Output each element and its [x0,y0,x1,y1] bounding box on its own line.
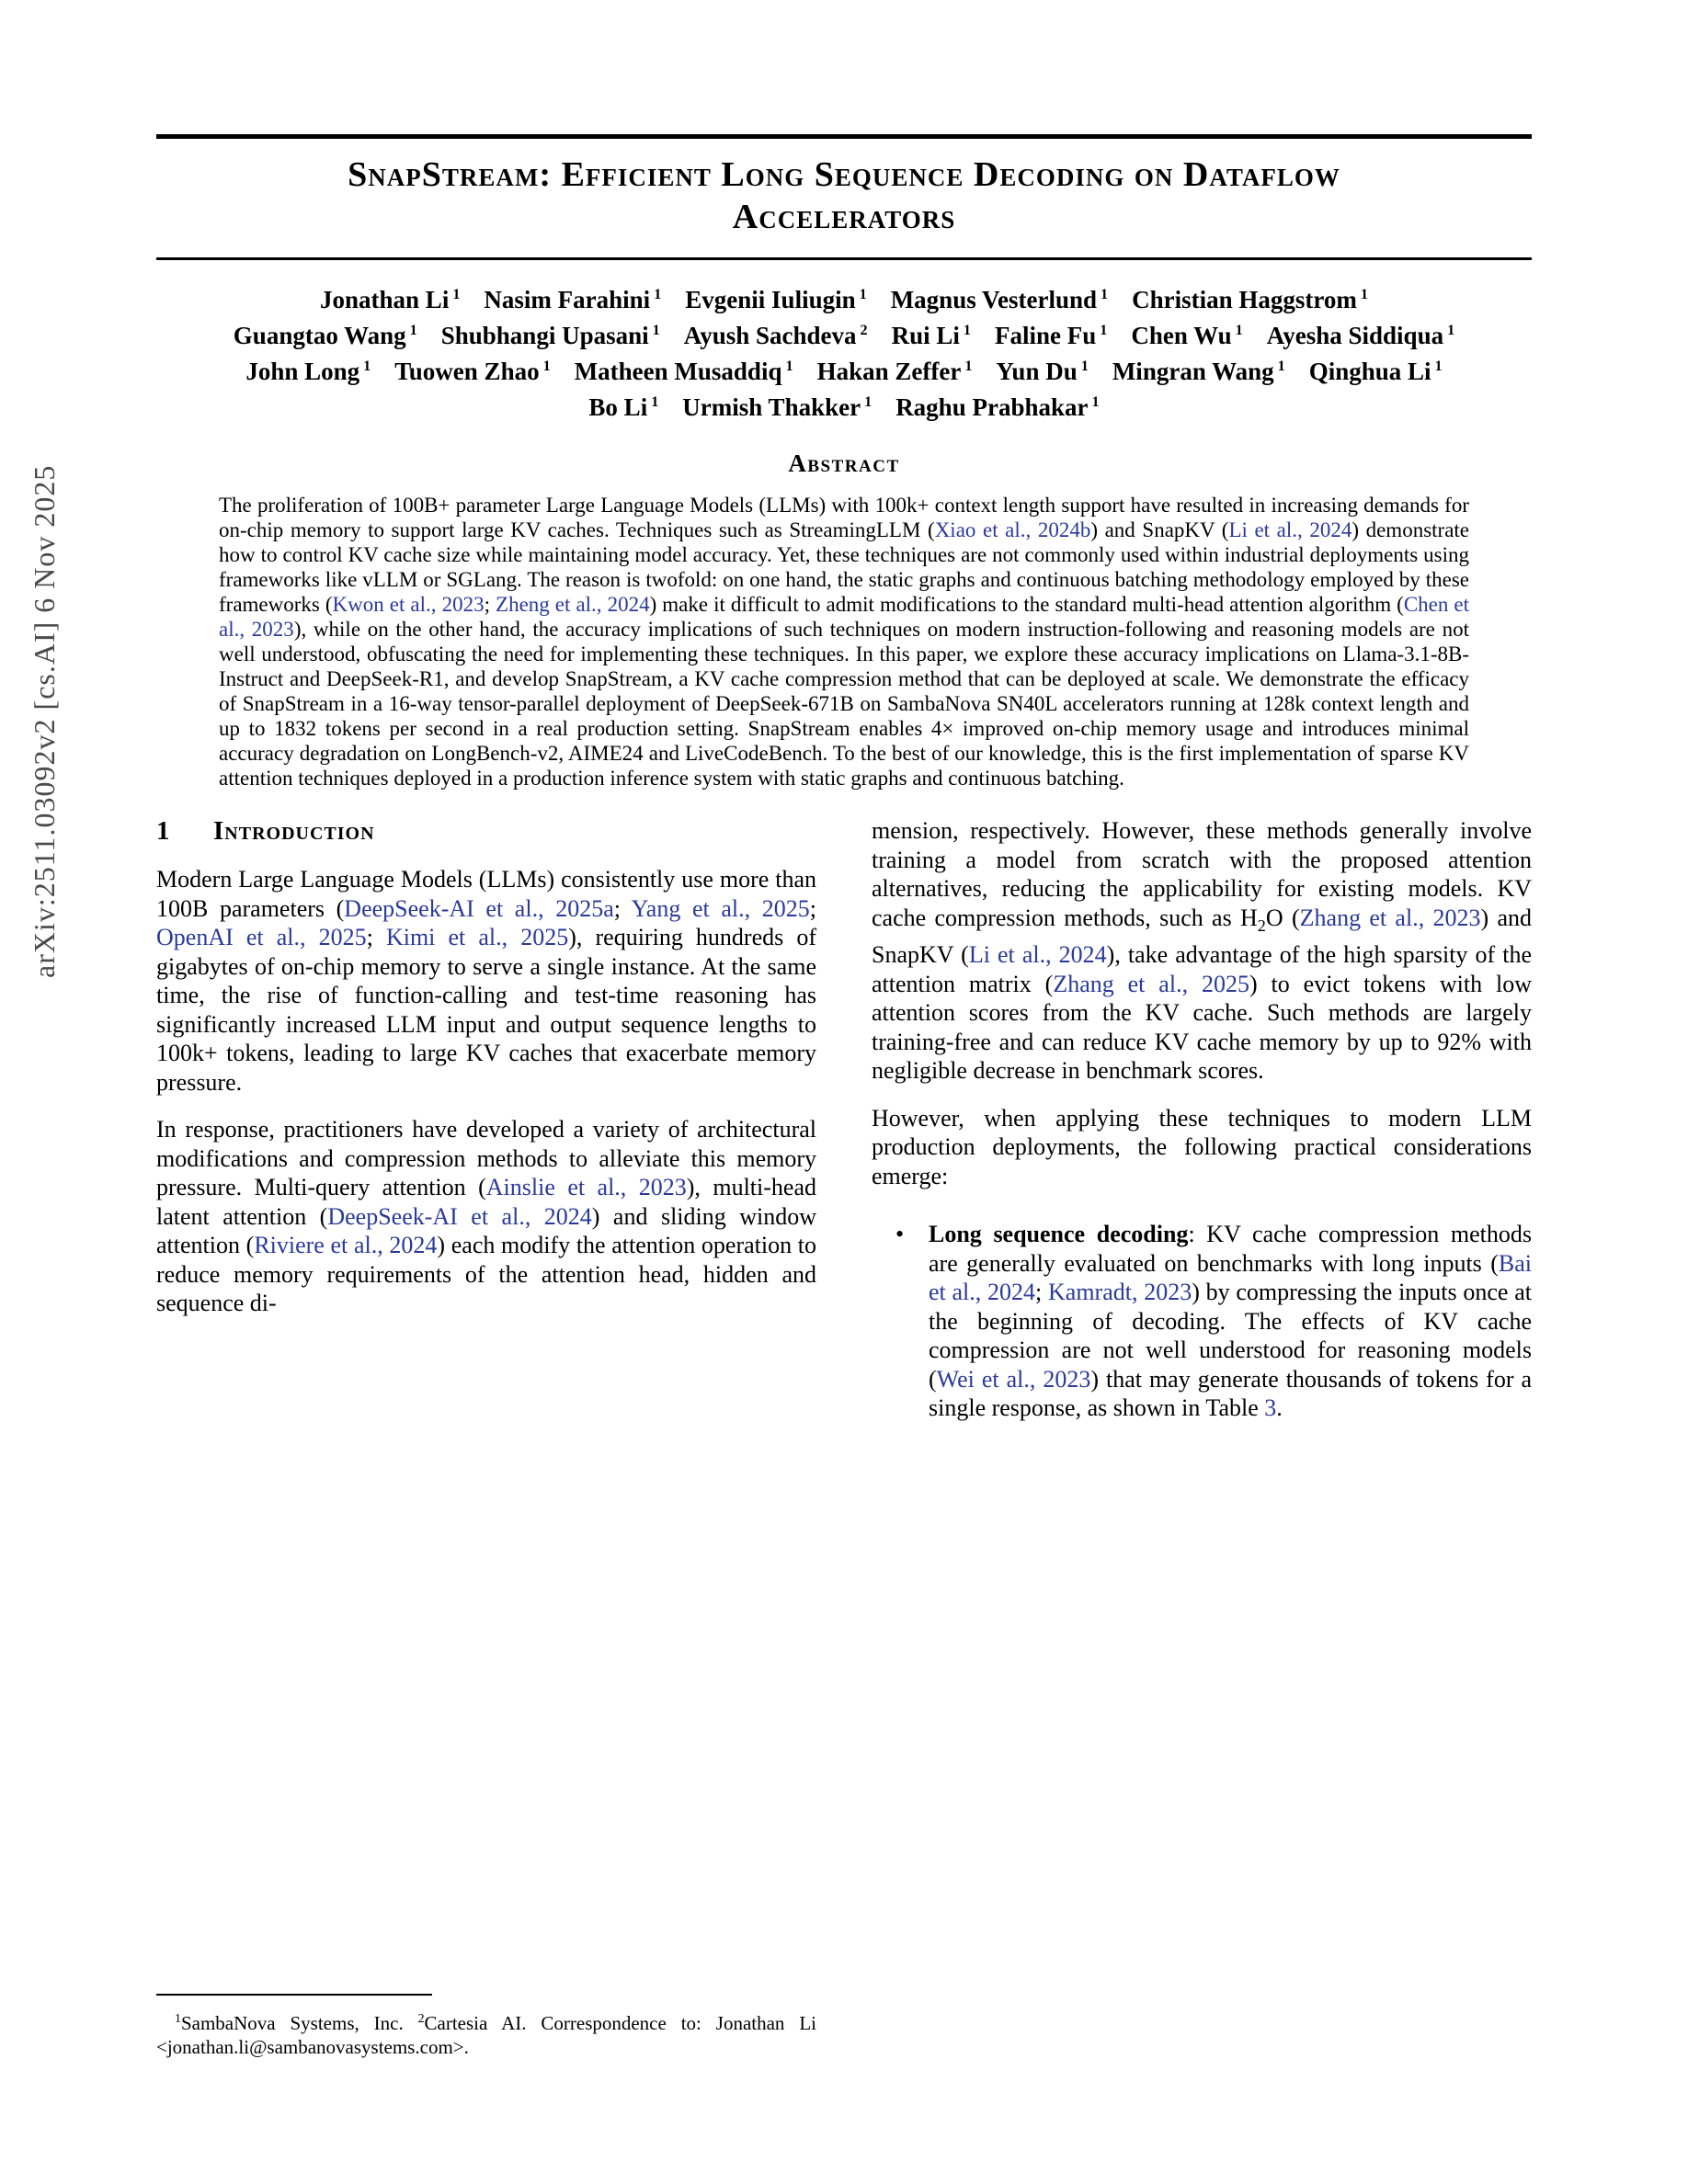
author-affiliation-sup: 1 [652,321,660,338]
author [588,393,658,421]
text-segment: O ( [1265,904,1300,931]
author [892,322,971,349]
author-line [156,358,1532,386]
author-affiliation-sup: 1 [864,392,873,410]
abstract-heading: Abstract [788,449,900,477]
footnote-rule [156,1994,432,1996]
citation-link[interactable]: Chen et al., 2023 [219,592,1469,641]
text-segment: . [1276,1394,1283,1422]
text-segment: ) make it difficult to admit modifications to the standard multi-head attention algorithm ( [649,592,1404,616]
author-affiliation-sup: 1 [963,321,971,338]
author-name: Hakan Zeffer [816,357,962,385]
author [1112,358,1285,385]
text-segment: ; [809,894,816,922]
author-name: Raghu Prabhakar [895,392,1089,421]
bullet-text [929,1220,1532,1423]
author-line [156,393,1532,422]
header-block [156,134,1532,791]
author-affiliation-sup: 1 [1101,285,1109,302]
author-affiliation-sup: 1 [409,321,417,338]
author-affiliation-sup: 1 [964,357,973,374]
citation-link[interactable]: Kimi et al., 2025 [385,924,569,950]
author [1267,322,1454,349]
author-name: Tuowen Zhao [394,357,540,385]
author-name: Mingran Wang [1112,357,1274,385]
bold-text: Long sequence decoding [929,1221,1189,1248]
author-affiliation-sup: 1 [785,357,793,374]
text-segment: The proliferation of 100B+ parameter Large Language Models (LLMs) with 100k+ context length support have resulted in increasing demands for on-chip memory to support large KV caches. Techniques such as StreamingLLM ( [219,493,1469,541]
text-segment: ) to evict tokens with low attention scores from the KV cache. Such methods are largely training-free and can reduce KV cache memory by up to 92% with negligible decrease in benchmark scores. [872,970,1532,1085]
author-name: Evgenii Iuliugin [685,285,856,313]
text-segment: However, when applying these techniques to modern LLM production deployments, the following practical considerations emerge: [872,1104,1532,1189]
text-segment: ), take advantage of the high sparsity of the attention matrix ( [872,941,1532,997]
paper-title-line-1: SnapStream: Efficient Long Sequence Decoding on Dataflow [348,155,1340,194]
author-line [156,286,1532,314]
author-affiliation-sup: 1 [363,357,371,374]
author-name: Guangtao Wang [233,321,406,349]
author-affiliation-sup: 1 [1080,357,1089,374]
text-segment: Modern Large Language Models (LLMs) consistently use more than 100B parameters ( [156,866,816,922]
author-affiliation-sup: 1 [1434,357,1443,374]
author-affiliation-sup: 1 [1091,392,1100,410]
author-name: Rui Li [891,321,960,349]
text-segment: ) and SnapKV ( [872,904,1533,969]
section-title: Introduction [213,816,375,846]
citation-link[interactable]: Zhang et al., 2025 [1053,970,1249,997]
citation-link[interactable]: Li et al., 2024 [968,941,1107,969]
author-name: Yun Du [996,357,1078,385]
title-rule [156,257,1532,260]
citation-link[interactable]: Zhang et al., 2023 [1299,904,1481,931]
text-segment: ; [366,924,386,950]
bullet-icon: • [895,1221,905,1248]
text-segment: ; [484,592,496,616]
author-name: Jonathan Li [320,285,450,313]
citation-link[interactable]: Bai et al., 2024 [929,1249,1532,1306]
text-segment: ), multi-head latent attention ( [156,1174,816,1230]
right-column [872,816,1532,2059]
citation-link[interactable]: Yang et al., 2025 [631,894,810,922]
subscript-text: 2 [1257,916,1266,935]
author-name: Shubhangi Upasani [440,321,649,349]
two-column-body [156,816,1532,2059]
author-name: Qinghua Li [1308,357,1431,385]
author-name: Bo Li [588,392,648,421]
text-segment: ) and sliding window attention ( [156,1202,816,1258]
text-segment: ), while on the other hand, the accuracy implications of such techniques on modern instruction-following and reasoning models are not well understood, obfuscating the need for implementing these techniques. In this paper, we explore these accuracy implications on Llama-3.1-8B-Instruct and DeepSeek-R1, and develop SnapStream, a KV cache compression method that can be deployed at scale. We demonstrate the efficacy of SnapStream in a 16-way tensor-parallel deployment of DeepSeek-671B on SambaNova SN40L accelerators running at 128k context length and up to 1832 tokens per second in a real production setting. SnapStream enables 4× improved on-chip memory usage and introduces minimal accuracy degradation on LongBench-v2, AIME24 and LiveCodeBench. To the best of our knowledge, this is the first implementation of sparse KV attention techniques deployed in a production inference system with static graphs and continuous batching. [219,617,1469,790]
paper-title [156,154,1532,239]
author-affiliation-sup: 1 [1277,357,1285,374]
citation-link[interactable]: DeepSeek-AI et al., 2024 [327,1202,592,1230]
author-affiliation-sup: 1 [654,285,662,302]
paragraph-intro-2 [156,1115,816,1318]
author [245,358,371,385]
author [684,322,868,349]
text-segment: In response, practitioners have developed a variety of architectural modifications and compression methods to alleviate this memory pressure. Multi-query attention ( [156,1116,816,1200]
author [484,286,661,313]
author [995,322,1107,349]
author-affiliation-sup: 1 [452,285,461,302]
citation-link[interactable]: Riviere et al., 2024 [254,1232,438,1258]
author-name: Ayush Sachdeva [683,321,857,349]
author [441,322,660,349]
author-name: John Long [245,357,360,385]
author-name: Urmish Thakker [682,392,861,421]
superscript-marker: 1 [175,2011,181,2025]
text-segment: ), requiring hundreds of gigabytes of on-chip memory to serve a single instance. At the same time, the rise of function-calling and test-time reasoning has significantly increased LLM input and output sequence lengths to 100k+ tokens, leading to large KV caches that exacerbate memory pressure. [156,924,817,1096]
citation-link[interactable]: DeepSeek-AI et al., 2025a [344,894,614,922]
citation-link[interactable]: Ainslie et al., 2023 [485,1174,687,1200]
citation-link[interactable]: 3 [1264,1394,1277,1422]
author-affiliation-sup: 2 [860,321,868,338]
text-segment: ) and SnapKV ( [1090,518,1229,541]
author-name: Nasim Farahini [484,285,651,313]
citation-link[interactable]: Zheng et al., 2024 [496,592,650,616]
abstract-text [219,493,1469,791]
author-line [156,322,1532,350]
section-heading-introduction [156,816,816,847]
author-affiliation-sup: 1 [1100,321,1108,338]
author [891,286,1108,313]
citation-link[interactable]: Wei et al., 2023 [936,1365,1091,1393]
text-segment: ) that may generate thousands of tokens for a single response, as shown in Table [929,1365,1533,1422]
author-name: Faline Fu [994,321,1097,349]
bullet-item-long-sequence-decoding [895,1220,1532,1423]
author [817,358,973,385]
author [394,358,550,385]
citation-link[interactable]: Kwon et al., 2023 [332,592,485,616]
author [996,358,1088,385]
author-affiliation-sup: 1 [542,357,551,374]
paper-title-line-2: Accelerators [732,198,956,237]
superscript-marker: 2 [417,2011,425,2025]
text-segment: : KV cache compression methods are generally evaluated on benchmarks with long inputs ( [929,1221,1532,1277]
author [1131,322,1242,349]
citation-link[interactable]: Li et al., 2024 [1228,518,1352,541]
text-segment: mension, respectively. However, these methods generally involve training a model from scratch with the proposed attention alternatives, reducing the applicability for existing models. KV cache compression methods, such as H [872,817,1532,931]
footnote-text [156,2007,816,2059]
author-affiliation-sup: 1 [651,392,659,410]
author-name: Christian Haggstrom [1132,285,1357,313]
text-segment: Cartesia AI. Correspondence to: Jonathan Li <jonathan.li@sambanovasystems.com>. [156,2012,816,2058]
author [685,286,866,313]
text-segment: ) demonstrate how to control KV cache size while maintaining model accuracy. Yet, these techniques are not commonly used within industrial deployments using frameworks like vLLM or SGLang. The reason is twofold: on one hand, the static graphs and continuous batching methodology employed by these frameworks ( [219,518,1470,616]
author-name: Magnus Vesterlund [890,285,1098,313]
text-segment: ; [1035,1279,1049,1306]
author [320,286,460,313]
section-number: 1 [156,816,170,846]
author-affiliation-sup: 1 [859,285,867,302]
author [1132,286,1368,313]
citation-link[interactable]: Kamradt, 2023 [1048,1279,1192,1306]
author-affiliation-sup: 1 [1235,321,1243,338]
text-segment: ; [613,894,632,922]
author-affiliation-sup: 1 [1447,321,1455,338]
author [234,322,417,349]
left-column [156,816,816,2059]
paragraph-intro-3 [872,816,1532,1086]
text-segment: ) by compressing the inputs once at the beginning of decoding. The effects of KV cache compression are not well understood for reasoning models ( [929,1279,1532,1393]
author [682,393,872,421]
footnote [156,1994,816,2059]
author [575,358,793,385]
paragraph-intro-4 [872,1104,1532,1191]
citation-link[interactable]: OpenAI et al., 2025 [156,924,367,950]
citation-link[interactable]: Xiao et al., 2024b [934,518,1091,541]
author-affiliation-sup: 1 [1360,285,1368,302]
author-name: Matheen Musaddiq [574,357,782,385]
author [895,393,1099,421]
top-rule [156,134,1532,139]
arxiv-stamp: arXiv:2511.03092v2 [cs.AI] 6 Nov 2025 [28,464,61,979]
text-segment: SambaNova Systems, Inc. [180,2012,418,2034]
author-name: Ayesha Siddiqua [1266,321,1444,349]
author-block [156,286,1532,422]
author [1309,358,1443,385]
text-segment: ) each modify the attention operation to reduce memory requirements of the attention head, hidden and sequence di- [156,1232,816,1316]
author-name: Chen Wu [1131,321,1232,349]
paragraph-intro-1 [156,865,816,1097]
